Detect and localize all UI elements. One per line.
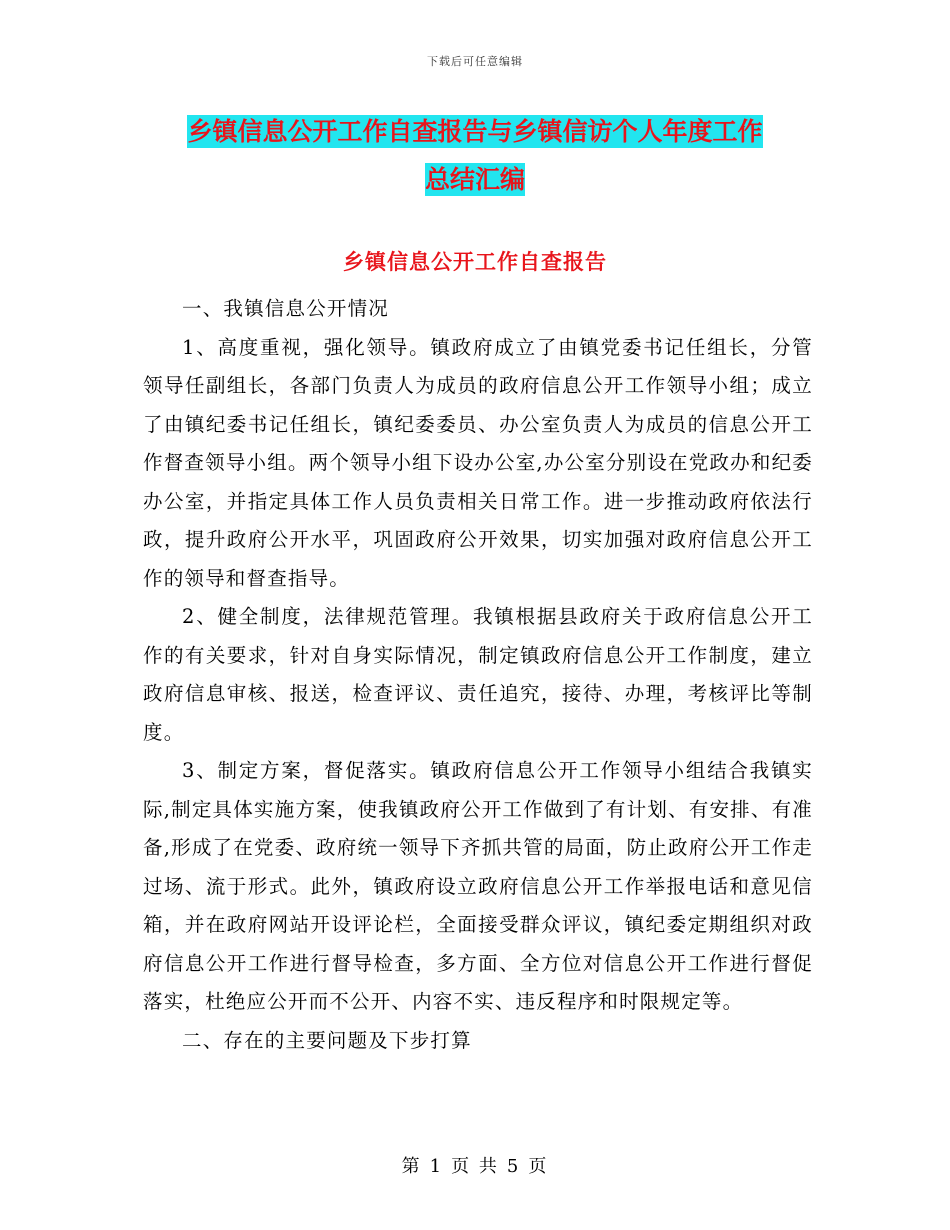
document-title (100, 108, 850, 204)
paragraph-3: 3、制定方案，督促落实。镇政府信息公开工作领导小组结合我镇实际,制定具体实施方案，使我镇政府公开工作做到了有计划、有安排、有准备,形成了在党委、政府统一领导下齐抓共管的局面，防止政府公开工作走过场、流于形式。此外，镇政府设立政府信息公开工作举报电话和意见信箱，并在政府网站开设评论栏，全面接受群众评议，镇纪委定期组织对政府信息公开工作进行督导检查，多方面、全方位对信息公开工作进行督促落实，杜绝应公开而不公开、内容不实、违反程序和时限规定等。 (143, 759, 813, 1013)
footer-suffix: 页 (528, 1156, 549, 1177)
footer-total-pages: 5 (506, 1156, 521, 1177)
document-title-line1: 乡镇信息公开工作自查报告与乡镇信访个人年度工作 (187, 117, 763, 146)
footer-middle: 页 共 (451, 1156, 499, 1177)
document-body (143, 290, 813, 1060)
footer-prefix: 第 (401, 1156, 422, 1177)
page-footer (0, 1152, 950, 1178)
paragraph-1: 1、高度重视，强化领导。镇政府成立了由镇党委书记任组长，分管领导任副组长，各部门负责人为成员的政府信息公开工作领导小组；成立了由镇纪委书记任组长，镇纪委委员、办公室负责人为成员的信息公开工作督查领导小组。两个领导小组下设办公室,办公室分别设在党政办和纪委办公室，并指定具体工作人员负责相关日常工作。进一步推动政府依法行政，提升政府公开水平，巩固政府公开效果，切实加强对政府信息公开工作的领导和督查指导。 (143, 335, 813, 590)
document-title-line2: 总结汇编 (424, 165, 525, 194)
section-heading-2: 二、存在的主要问题及下步打算 (182, 1028, 472, 1052)
section-heading-1: 一、我镇信息公开情况 (182, 297, 390, 320)
header-note: 下载后可任意编辑 (427, 55, 523, 68)
footer-page-number: 1 (429, 1156, 444, 1177)
paragraph-2: 2、健全制度，法律规范管理。我镇根据县政府关于政府信息公开工作的有关要求，针对自身实际情况，制定镇政府信息公开工作制度，建立政府信息审核、报送，检查评议、责任追究，接待、办理，考核评比等制度。 (143, 605, 813, 744)
section-title: 乡镇信息公开工作自查报告 (343, 250, 607, 274)
